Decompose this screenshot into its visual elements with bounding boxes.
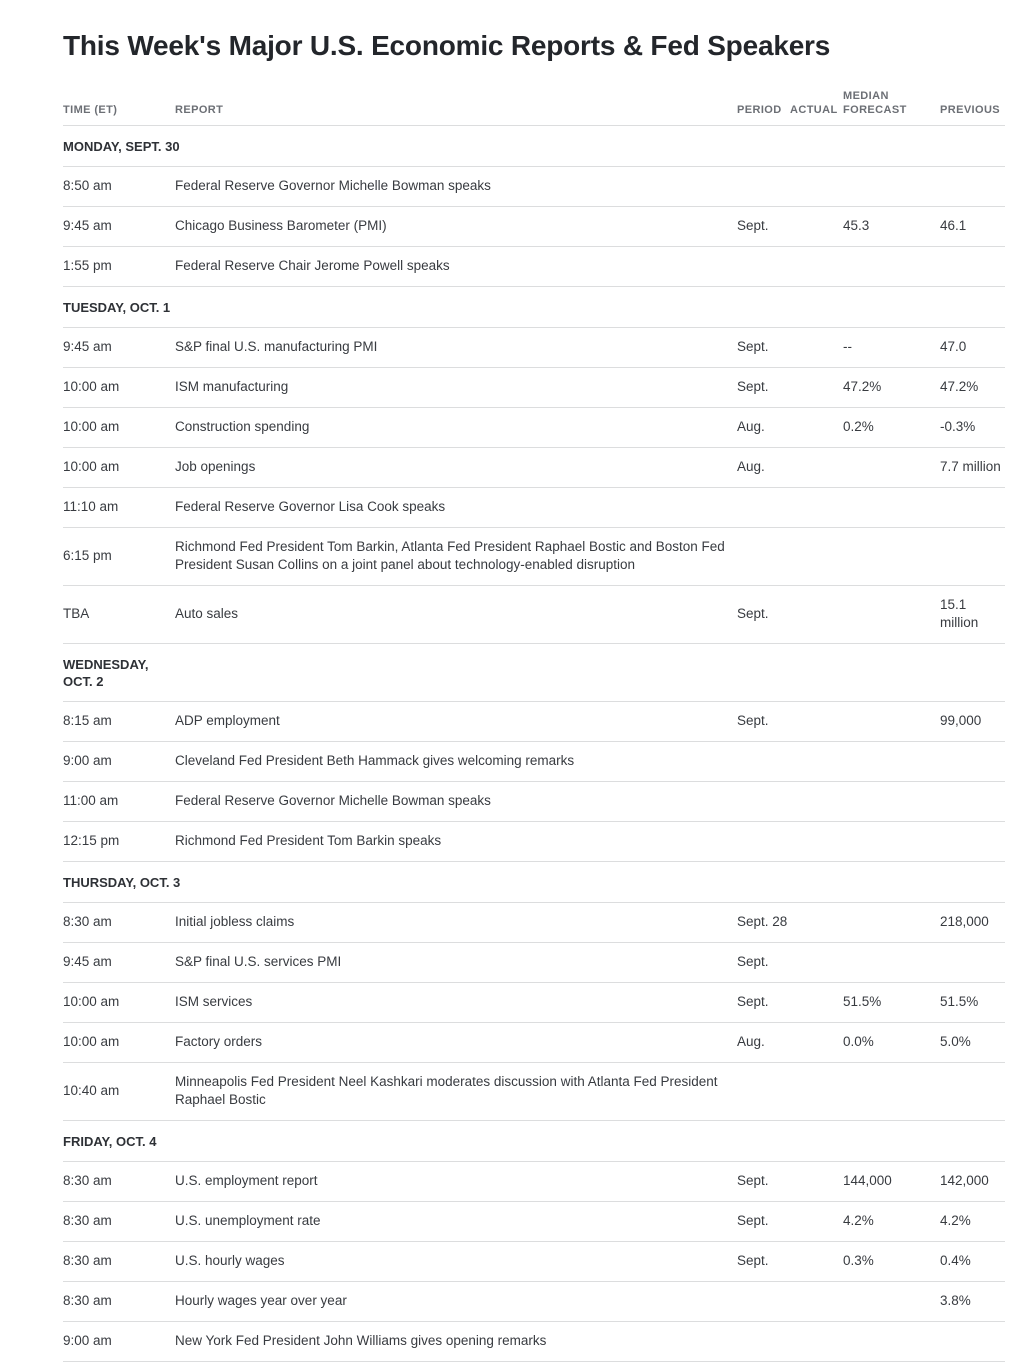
forecast-cell: -- xyxy=(843,328,940,368)
period-cell: Sept. xyxy=(737,702,790,742)
report-row xyxy=(63,1242,1005,1282)
actual-cell xyxy=(790,1023,843,1063)
forecast-cell xyxy=(843,247,940,287)
previous-cell: -0.3% xyxy=(940,408,1005,448)
actual-cell xyxy=(790,983,843,1023)
report-row xyxy=(63,742,1005,782)
report-row xyxy=(63,702,1005,742)
period-cell xyxy=(737,1282,790,1322)
report-cell: Initial jobless claims xyxy=(175,903,737,943)
period-cell: Sept. xyxy=(737,328,790,368)
period-cell xyxy=(737,1322,790,1362)
time-cell: 9:45 am xyxy=(63,207,175,247)
day-label: WEDNESDAY, OCT. 2 xyxy=(63,657,149,689)
report-row xyxy=(63,983,1005,1023)
report-row xyxy=(63,1282,1005,1322)
actual-cell xyxy=(790,822,843,862)
table-body xyxy=(63,126,1005,1362)
actual-cell xyxy=(790,528,843,586)
time-cell: 9:45 am xyxy=(63,328,175,368)
forecast-cell xyxy=(843,742,940,782)
previous-cell: 99,000 xyxy=(940,702,1005,742)
forecast-cell xyxy=(843,528,940,586)
previous-cell: 7.7 million xyxy=(940,448,1005,488)
page-title: This Week's Major U.S. Economic Reports & Fed Speakers xyxy=(63,30,831,61)
previous-cell xyxy=(940,822,1005,862)
previous-cell: 0.4% xyxy=(940,1242,1005,1282)
report-cell: Construction spending xyxy=(175,408,737,448)
period-cell: Sept. 28 xyxy=(737,903,790,943)
forecast-cell xyxy=(843,1063,940,1121)
economic-reports-table xyxy=(63,89,1005,1362)
time-cell: 8:30 am xyxy=(63,903,175,943)
column-header-previous: PREVIOUS xyxy=(940,89,1005,126)
forecast-cell xyxy=(843,943,940,983)
actual-cell xyxy=(790,903,843,943)
actual-cell xyxy=(790,1242,843,1282)
report-row xyxy=(63,1202,1005,1242)
report-row xyxy=(63,488,1005,528)
actual-cell xyxy=(790,1162,843,1202)
period-cell xyxy=(737,742,790,782)
forecast-cell xyxy=(843,488,940,528)
time-cell: 9:45 am xyxy=(63,943,175,983)
report-row xyxy=(63,586,1005,644)
day-header-cell xyxy=(63,287,1005,328)
period-cell xyxy=(737,1063,790,1121)
report-row xyxy=(63,903,1005,943)
period-cell: Sept. xyxy=(737,368,790,408)
day-header-row xyxy=(63,862,1005,903)
report-cell: U.S. unemployment rate xyxy=(175,1202,737,1242)
report-cell: S&P final U.S. services PMI xyxy=(175,943,737,983)
column-header-period: PERIOD xyxy=(737,89,790,126)
table-header xyxy=(63,89,1005,126)
forecast-cell xyxy=(843,903,940,943)
report-cell: Federal Reserve Governor Michelle Bowman speaks xyxy=(175,782,737,822)
column-header-median-forecast xyxy=(843,89,940,126)
time-cell: 10:40 am xyxy=(63,1063,175,1121)
report-row xyxy=(63,1322,1005,1362)
actual-cell xyxy=(790,247,843,287)
time-cell: 11:10 am xyxy=(63,488,175,528)
previous-cell: 142,000 xyxy=(940,1162,1005,1202)
period-cell: Sept. xyxy=(737,586,790,644)
actual-cell xyxy=(790,488,843,528)
period-cell xyxy=(737,822,790,862)
previous-cell: 218,000 xyxy=(940,903,1005,943)
previous-cell: 47.0 xyxy=(940,328,1005,368)
column-header-actual: ACTUAL xyxy=(790,89,843,126)
time-cell: 8:30 am xyxy=(63,1242,175,1282)
day-header-row xyxy=(63,287,1005,328)
actual-cell xyxy=(790,1202,843,1242)
table-header-row xyxy=(63,89,1005,126)
time-cell: 11:00 am xyxy=(63,782,175,822)
forecast-cell: 0.3% xyxy=(843,1242,940,1282)
period-cell: Sept. xyxy=(737,1242,790,1282)
report-cell: ADP employment xyxy=(175,702,737,742)
day-label: MONDAY, SEPT. 30 xyxy=(63,139,180,154)
report-row xyxy=(63,1063,1005,1121)
time-cell: 12:15 pm xyxy=(63,822,175,862)
day-header-row xyxy=(63,126,1005,167)
day-label: TUESDAY, OCT. 1 xyxy=(63,300,171,315)
forecast-cell: 0.0% xyxy=(843,1023,940,1063)
time-cell: 8:30 am xyxy=(63,1162,175,1202)
time-cell: 9:00 am xyxy=(63,1322,175,1362)
actual-cell xyxy=(790,448,843,488)
forecast-cell: 45.3 xyxy=(843,207,940,247)
previous-cell: 51.5% xyxy=(940,983,1005,1023)
time-cell: 8:30 am xyxy=(63,1282,175,1322)
previous-cell xyxy=(940,528,1005,586)
report-row xyxy=(63,247,1005,287)
column-header-report: REPORT xyxy=(175,89,737,126)
day-header-cell xyxy=(63,1121,1005,1162)
report-row xyxy=(63,822,1005,862)
report-cell: ISM services xyxy=(175,983,737,1023)
previous-cell xyxy=(940,1063,1005,1121)
previous-cell xyxy=(940,167,1005,207)
report-row xyxy=(63,448,1005,488)
report-cell: Federal Reserve Governor Michelle Bowman speaks xyxy=(175,167,737,207)
period-cell: Aug. xyxy=(737,408,790,448)
actual-cell xyxy=(790,1063,843,1121)
column-header-median-forecast-line1: MEDIAN xyxy=(843,90,889,102)
actual-cell xyxy=(790,702,843,742)
actual-cell xyxy=(790,408,843,448)
time-cell: 10:00 am xyxy=(63,448,175,488)
time-cell: 10:00 am xyxy=(63,368,175,408)
report-cell: S&P final U.S. manufacturing PMI xyxy=(175,328,737,368)
report-cell: Cleveland Fed President Beth Hammack gives welcoming remarks xyxy=(175,742,737,782)
previous-cell xyxy=(940,488,1005,528)
time-cell: 10:00 am xyxy=(63,408,175,448)
report-row xyxy=(63,1162,1005,1202)
day-label: THURSDAY, OCT. 3 xyxy=(63,875,181,890)
actual-cell xyxy=(790,368,843,408)
period-cell: Sept. xyxy=(737,1202,790,1242)
forecast-cell xyxy=(843,1322,940,1362)
report-cell: U.S. hourly wages xyxy=(175,1242,737,1282)
actual-cell xyxy=(790,1322,843,1362)
report-cell: ISM manufacturing xyxy=(175,368,737,408)
report-cell: Federal Reserve Chair Jerome Powell speaks xyxy=(175,247,737,287)
report-row xyxy=(63,528,1005,586)
report-row xyxy=(63,408,1005,448)
period-cell xyxy=(737,488,790,528)
column-header-median-forecast-line2: FORECAST xyxy=(843,104,907,116)
report-cell: Minneapolis Fed President Neel Kashkari moderates discussion with Atlanta Fed President Raphael Bostic xyxy=(175,1063,737,1121)
day-header-cell xyxy=(63,862,1005,903)
report-cell: Richmond Fed President Tom Barkin, Atlanta Fed President Raphael Bostic and Boston Fed President Susan Collins on a joint panel about technology-enabled disruption xyxy=(175,528,737,586)
day-label: FRIDAY, OCT. 4 xyxy=(63,1134,157,1149)
time-cell: 9:00 am xyxy=(63,742,175,782)
time-cell: 10:00 am xyxy=(63,983,175,1023)
day-header-row xyxy=(63,1121,1005,1162)
period-cell xyxy=(737,782,790,822)
report-cell: Hourly wages year over year xyxy=(175,1282,737,1322)
period-cell: Sept. xyxy=(737,943,790,983)
report-row xyxy=(63,782,1005,822)
actual-cell xyxy=(790,943,843,983)
day-header-row xyxy=(63,644,1005,702)
day-header-cell xyxy=(63,644,1005,702)
time-cell: 10:00 am xyxy=(63,1023,175,1063)
actual-cell xyxy=(790,742,843,782)
report-row xyxy=(63,943,1005,983)
previous-cell xyxy=(940,782,1005,822)
forecast-cell xyxy=(843,1282,940,1322)
time-cell: 8:15 am xyxy=(63,702,175,742)
actual-cell xyxy=(790,586,843,644)
report-cell: Auto sales xyxy=(175,586,737,644)
forecast-cell xyxy=(843,702,940,742)
forecast-cell: 47.2% xyxy=(843,368,940,408)
report-cell: Chicago Business Barometer (PMI) xyxy=(175,207,737,247)
actual-cell xyxy=(790,782,843,822)
period-cell xyxy=(737,247,790,287)
forecast-cell xyxy=(843,448,940,488)
forecast-cell xyxy=(843,586,940,644)
report-cell: U.S. employment report xyxy=(175,1162,737,1202)
previous-cell: 3.8% xyxy=(940,1282,1005,1322)
report-cell: New York Fed President John Williams gives opening remarks xyxy=(175,1322,737,1362)
report-row xyxy=(63,368,1005,408)
forecast-cell xyxy=(843,782,940,822)
report-row xyxy=(63,207,1005,247)
forecast-cell xyxy=(843,167,940,207)
forecast-cell: 0.2% xyxy=(843,408,940,448)
time-cell: 6:15 pm xyxy=(63,528,175,586)
report-cell: Job openings xyxy=(175,448,737,488)
time-cell: 8:50 am xyxy=(63,167,175,207)
report-row xyxy=(63,167,1005,207)
previous-cell: 47.2% xyxy=(940,368,1005,408)
report-row xyxy=(63,328,1005,368)
previous-cell: 15.1 million xyxy=(940,586,1005,644)
forecast-cell: 144,000 xyxy=(843,1162,940,1202)
period-cell: Aug. xyxy=(737,448,790,488)
period-cell: Sept. xyxy=(737,983,790,1023)
period-cell xyxy=(737,167,790,207)
previous-cell xyxy=(940,742,1005,782)
period-cell: Sept. xyxy=(737,207,790,247)
previous-cell xyxy=(940,247,1005,287)
forecast-cell xyxy=(843,822,940,862)
actual-cell xyxy=(790,167,843,207)
actual-cell xyxy=(790,207,843,247)
forecast-cell: 4.2% xyxy=(843,1202,940,1242)
day-header-cell xyxy=(63,126,1005,167)
report-cell: Federal Reserve Governor Lisa Cook speaks xyxy=(175,488,737,528)
report-row xyxy=(63,1023,1005,1063)
actual-cell xyxy=(790,1282,843,1322)
actual-cell xyxy=(790,328,843,368)
time-cell: TBA xyxy=(63,586,175,644)
previous-cell: 46.1 xyxy=(940,207,1005,247)
time-cell: 8:30 am xyxy=(63,1202,175,1242)
time-cell: 1:55 pm xyxy=(63,247,175,287)
column-header-time: TIME (ET) xyxy=(63,89,175,126)
report-cell: Factory orders xyxy=(175,1023,737,1063)
previous-cell xyxy=(940,943,1005,983)
report-cell: Richmond Fed President Tom Barkin speaks xyxy=(175,822,737,862)
period-cell: Sept. xyxy=(737,1162,790,1202)
forecast-cell: 51.5% xyxy=(843,983,940,1023)
previous-cell xyxy=(940,1322,1005,1362)
period-cell xyxy=(737,528,790,586)
previous-cell: 4.2% xyxy=(940,1202,1005,1242)
period-cell: Aug. xyxy=(737,1023,790,1063)
previous-cell: 5.0% xyxy=(940,1023,1005,1063)
